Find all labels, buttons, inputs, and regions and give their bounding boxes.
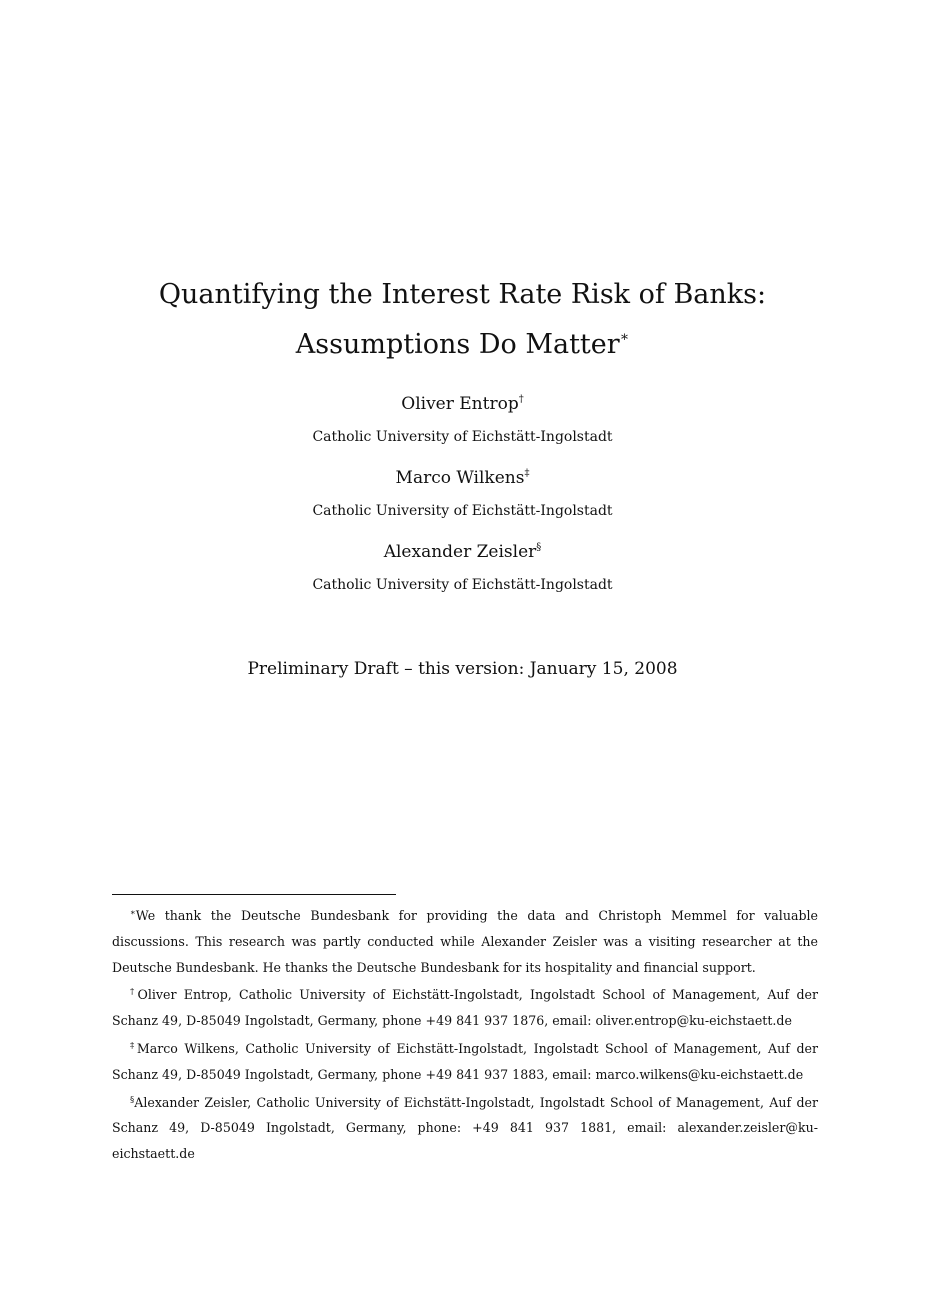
footnote-1-text: We thank the Deutsche Bundesbank for providing the data and Christoph Memmel for valuable discussions. This research was partly conducted while Alexander Zeisler was a visiting researcher at the Deutsche Bundesbank. He thanks the Deutsche Bundesbank for its hospitality and financial support. (112, 908, 818, 975)
author-name-3: Alexander Zeisler§ (383, 542, 542, 562)
author-affiliation-3: Catholic University of Eichstätt-Ingolstadt (312, 577, 613, 593)
footnote-1-mark: ∗ (130, 908, 136, 918)
footnote-2-text: Oliver Entrop, Catholic University of Eichstätt-Ingolstadt, Ingolstadt School of Management, Auf der Schanz 49, D-85049 Ingolstadt, Germany, phone +49 841 937 1876, email: oliver.entrop@ku-eichstaett.de (112, 987, 819, 1029)
footnote-4-text: Alexander Zeisler, Catholic University of Eichstätt-Ingolstadt, Ingolstadt School of Management, Auf der Schanz 49, D-85049 Ingolstadt, Germany, phone: +49 841 937 1881, email: alexander.zeisler@ku-eichstaett.de (112, 1094, 818, 1162)
paper-title-line-2: Assumptions Do Matter∗ (295, 329, 630, 360)
draft-version-line: Preliminary Draft – this version: January 15, 2008 (247, 659, 678, 679)
footnote-3-text: Marco Wilkens, Catholic University of Eichstätt-Ingolstadt, Ingolstadt School of Management, Auf der Schanz 49, D-85049 Ingolstadt, Germany, phone +49 841 937 1883, email: marco.wilkens@ku-eichstaett.de (112, 1040, 819, 1082)
footnote-4 (112, 1088, 818, 1167)
paper-title-line-1: Quantifying the Interest Rate Risk of Banks: (158, 279, 767, 310)
title-footnote-mark: ∗ (619, 329, 630, 345)
author-affiliation-1: Catholic University of Eichstätt-Ingolstadt (312, 429, 613, 445)
author-2-footnote-mark: ‡ (524, 468, 530, 479)
author-1-footnote-mark: † (518, 394, 524, 405)
footnote-2-mark: † (130, 987, 138, 998)
author-name-2: Marco Wilkens‡ (395, 468, 530, 488)
footnote-3-mark: ‡ (130, 1040, 137, 1051)
footnote-1 (112, 901, 818, 980)
footnote-rule (112, 894, 396, 895)
author-3-footnote-mark: § (536, 542, 542, 553)
footnote-4-mark: § (130, 1094, 135, 1105)
footnote-3 (112, 1034, 818, 1088)
footnote-2 (112, 980, 818, 1034)
author-affiliation-2: Catholic University of Eichstätt-Ingolstadt (312, 503, 613, 519)
footnotes (112, 901, 818, 1167)
author-name-1: Oliver Entrop† (401, 394, 524, 414)
